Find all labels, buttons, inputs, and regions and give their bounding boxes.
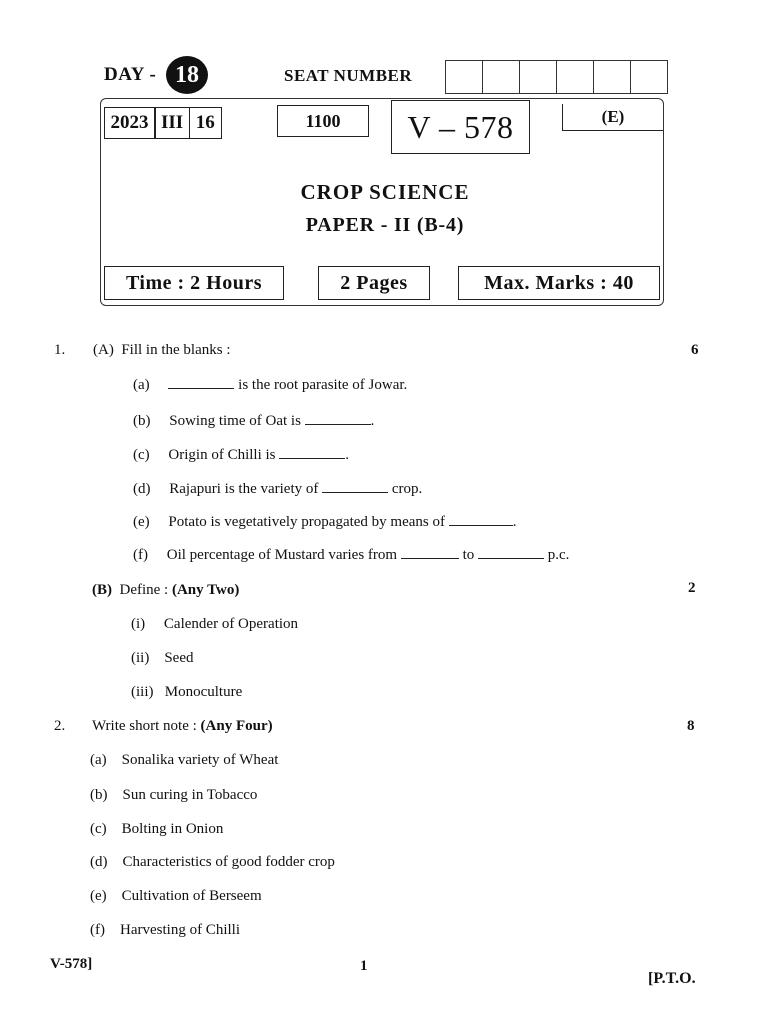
blank-field[interactable] [478,546,544,559]
list-item [90,821,223,838]
list-item [131,650,194,667]
item-label: (b) [90,787,108,803]
item-label: (c) [90,821,107,837]
item-label: (ii) [131,650,150,666]
part-text: Define : [119,582,172,598]
seat-box[interactable] [519,60,557,94]
question-number: 2. [54,718,66,734]
marks-info: Max. Marks : 40 [458,266,660,300]
item-text: Sun curing in Tobacco [122,787,258,803]
day-label: DAY - [104,64,157,85]
item-label: (c) [133,447,150,463]
item-text: Potato is vegetatively propagated by means of [168,514,449,530]
item-text: p.c. [544,547,570,563]
item-text: Rajapuri is the variety of [169,481,323,497]
seat-box[interactable] [482,60,520,94]
code-year: 2023 [104,107,156,139]
seat-box[interactable] [630,60,668,94]
item-text: . [512,514,517,530]
language-code: (E) [562,104,663,131]
item-label: (e) [133,514,150,530]
exam-date-code [105,107,222,139]
item-text: Monoculture [164,684,243,700]
list-item [133,480,422,498]
blank-field[interactable] [322,480,388,493]
item-text: . [345,447,349,463]
item-label: (e) [90,888,107,904]
item-label: (a) [90,752,107,768]
list-item [131,616,298,633]
list-item [133,412,374,430]
list-item [90,752,278,769]
please-turn-over: [P.T.O. [648,970,696,987]
blank-field[interactable] [401,546,459,559]
question-marks: 6 [691,342,699,358]
day-number-badge: 18 [166,56,208,94]
item-label: (d) [90,854,108,870]
list-item [133,446,349,464]
blank-field[interactable] [168,376,234,389]
seat-box[interactable] [445,60,483,94]
paper-subtitle: PAPER - II (B-4) [305,214,465,236]
item-text: Sowing time of Oat is [169,413,305,429]
paper-code: V – 578 [391,100,530,154]
blank-field[interactable] [279,446,345,459]
blank-field[interactable] [449,513,513,526]
item-label: (iii) [131,684,154,700]
code-month: III [154,107,190,139]
item-label: (a) [133,377,150,393]
item-label: (b) [133,413,151,429]
item-text: to [458,547,479,563]
question-number: 1. [54,342,66,358]
question-text: Write short note : [92,718,201,734]
list-item [133,376,407,394]
seat-number-label: SEAT NUMBER [284,66,413,85]
part-label: (A) [93,342,114,358]
list-item [90,922,240,939]
item-text: Calender of Operation [163,616,299,632]
part-text: Fill in the blanks : [121,342,231,358]
question-choice: (Any Four) [200,718,273,734]
item-label: (d) [133,481,151,497]
item-text: Origin of Chilli is [168,447,280,463]
item-label: (f) [133,547,148,563]
list-item [90,854,335,871]
item-label: (f) [90,922,105,938]
seat-box[interactable] [593,60,631,94]
part-choice: (Any Two) [171,582,240,598]
list-item [90,888,262,905]
item-text: is the root parasite of Jowar. [234,377,408,393]
time-info: Time : 2 Hours [104,266,284,300]
item-text: Sonalika variety of Wheat [121,752,279,768]
question-1b-header [92,582,239,599]
blank-field[interactable] [305,412,371,425]
item-text: . [370,413,375,429]
question-1a-header [93,342,231,359]
list-item [133,546,569,564]
question-marks: 8 [687,718,695,734]
item-text: Characteristics of good fodder crop [122,854,335,870]
seat-box[interactable] [556,60,594,94]
page-number: 1 [360,958,368,974]
seat-number-boxes [446,60,668,94]
list-item [133,513,517,531]
item-text: Seed [164,650,194,666]
item-text: Harvesting of Chilli [120,922,240,938]
list-item [90,787,257,804]
list-item [131,684,242,701]
item-label: (i) [131,616,146,632]
part-label: (B) [92,582,112,598]
question-2-header [92,718,273,735]
item-text: Bolting in Onion [121,821,224,837]
item-text: crop. [388,481,423,497]
footer-paper-code: V-578] [50,956,93,972]
item-text: Oil percentage of Mustard varies from [166,547,401,563]
pages-info: 2 Pages [318,266,430,300]
code-time: 1100 [277,105,369,137]
paper-title: CROP SCIENCE [300,180,470,204]
question-marks: 2 [688,580,696,596]
code-day: 16 [189,107,222,139]
item-text: Cultivation of Berseem [121,888,262,904]
